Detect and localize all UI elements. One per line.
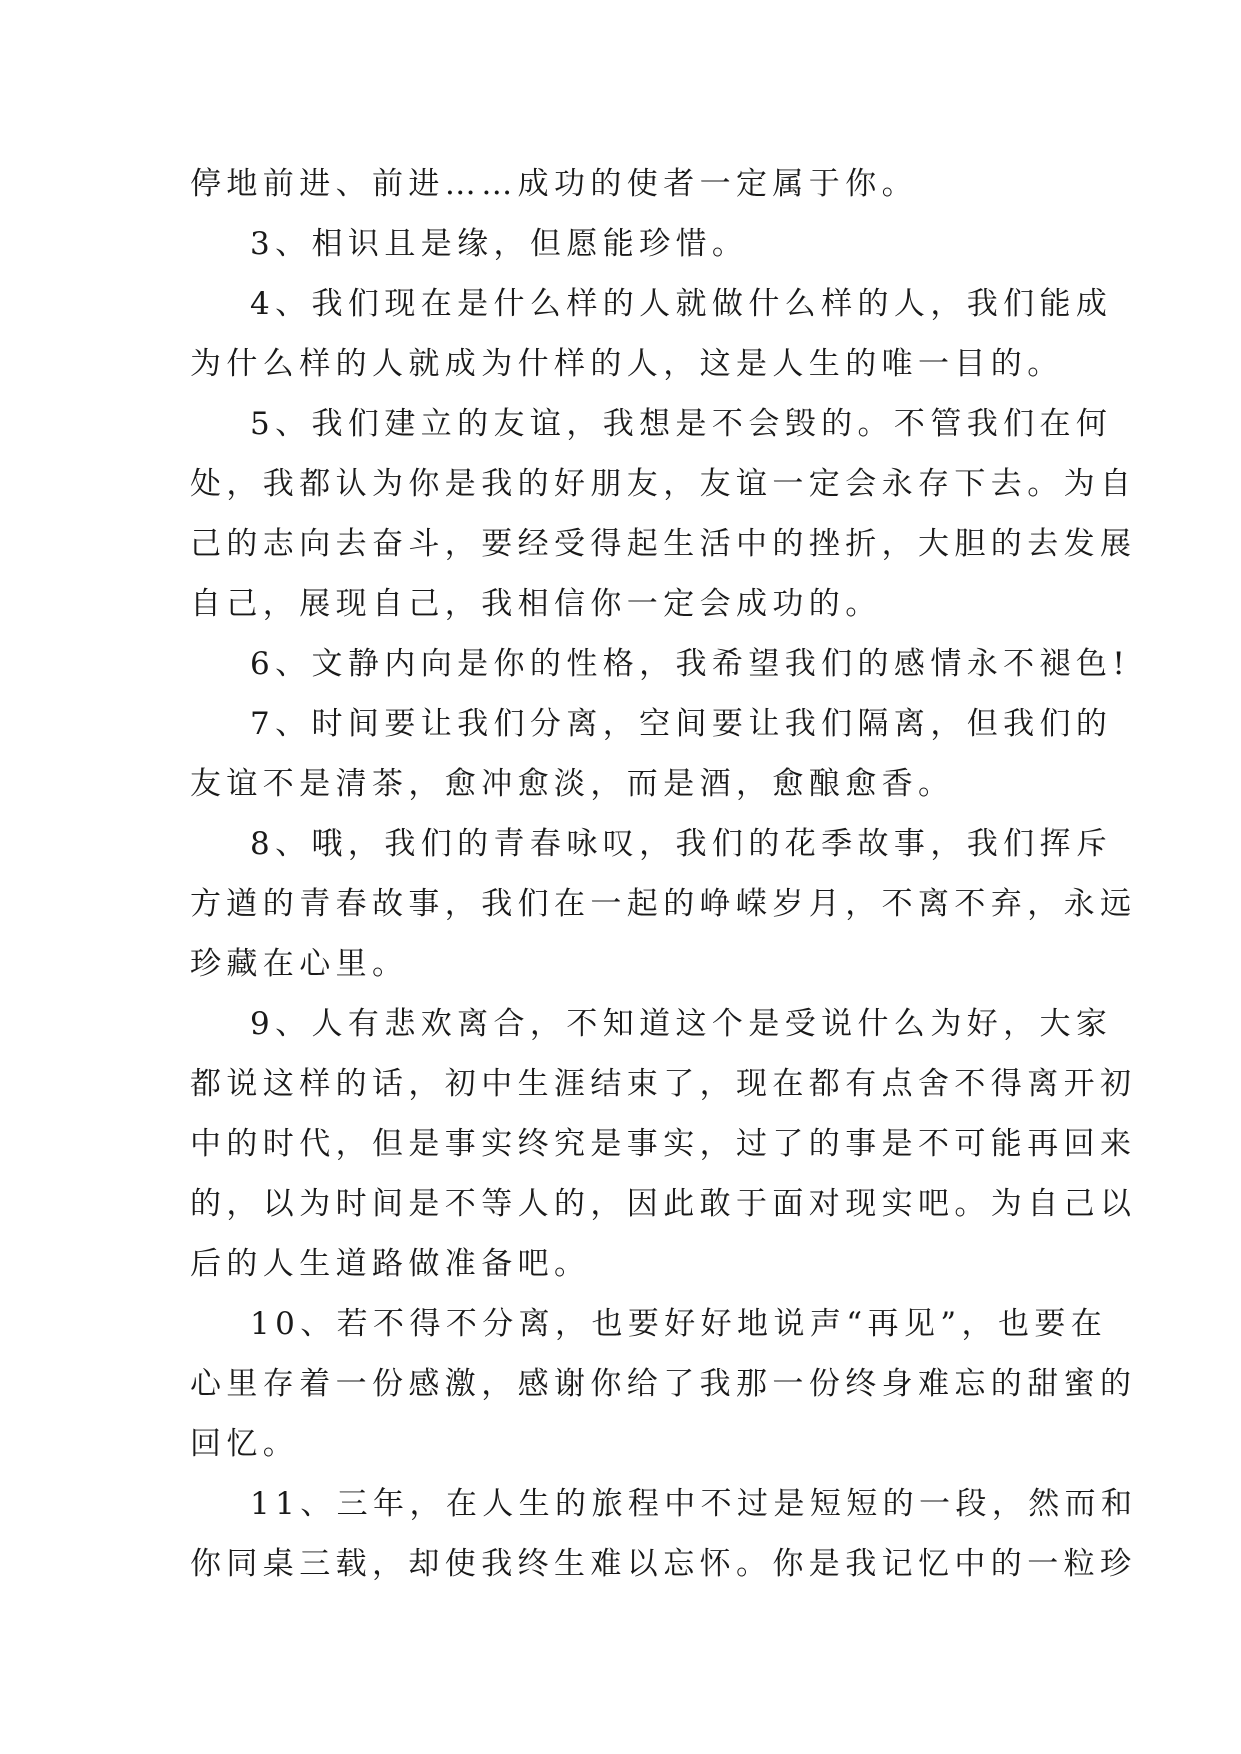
paragraph-9: 9、人有悲欢离合，不知道这个是受说什么为好，大家 — [250, 1006, 1113, 1042]
text-line: 中的时代，但是事实终究是事实，过了的事是不可能再回来 — [190, 1126, 1137, 1162]
text-line: 珍藏在心里。 — [190, 946, 409, 982]
text-line: 停地前进、前进……成功的使者一定属于你。 — [190, 166, 918, 202]
text-line: 的，以为时间是不等人的，因此敢于面对现实吧。为自己以 — [190, 1186, 1137, 1222]
text-line: 回忆。 — [190, 1426, 300, 1462]
text-line: 自己，展现自己，我相信你一定会成功的。 — [190, 586, 882, 622]
text-line: 己的志向去奋斗，要经受得起生活中的挫折，大胆的去发展 — [190, 526, 1137, 562]
text-line: 方遒的青春故事，我们在一起的峥嵘岁月，不离不弃，永远 — [190, 886, 1137, 922]
paragraph-6: 6、文静内向是你的性格，我希望我们的感情永不褪色! — [250, 646, 1131, 682]
text-line: 都说这样的话，初中生涯结束了，现在都有点舍不得离开初 — [190, 1066, 1137, 1102]
paragraph-3: 3、相识且是缘，但愿能珍惜。 — [250, 226, 749, 262]
paragraph-5: 5、我们建立的友谊，我想是不会毁的。不管我们在何 — [250, 406, 1113, 442]
text-line: 为什么样的人就成为什样的人，这是人生的唯一目的。 — [190, 346, 1064, 382]
text-line: 你同桌三载，却使我终生难以忘怀。你是我记忆中的一粒珍 — [190, 1546, 1137, 1582]
text-line: 处，我都认为你是我的好朋友，友谊一定会永存下去。为自 — [190, 466, 1137, 502]
text-line: 心里存着一份感激，感谢你给了我那一份终身难忘的甜蜜的 — [190, 1366, 1137, 1402]
paragraph-8: 8、哦，我们的青春咏叹，我们的花季故事，我们挥斥 — [250, 826, 1113, 862]
text-line: 友谊不是清茶，愈冲愈淡，而是酒，愈酿愈香。 — [190, 766, 955, 802]
paragraph-10: 10、若不得不分离，也要好好地说声“再见”，也要在 — [250, 1306, 1108, 1342]
paragraph-7: 7、时间要让我们分离，空间要让我们隔离，但我们的 — [250, 706, 1113, 742]
paragraph-4: 4、我们现在是什么样的人就做什么样的人，我们能成 — [250, 286, 1113, 322]
text-line: 后的人生道路做准备吧。 — [190, 1246, 591, 1282]
paragraph-11: 11、三年，在人生的旅程中不过是短短的一段，然而和 — [250, 1486, 1138, 1522]
